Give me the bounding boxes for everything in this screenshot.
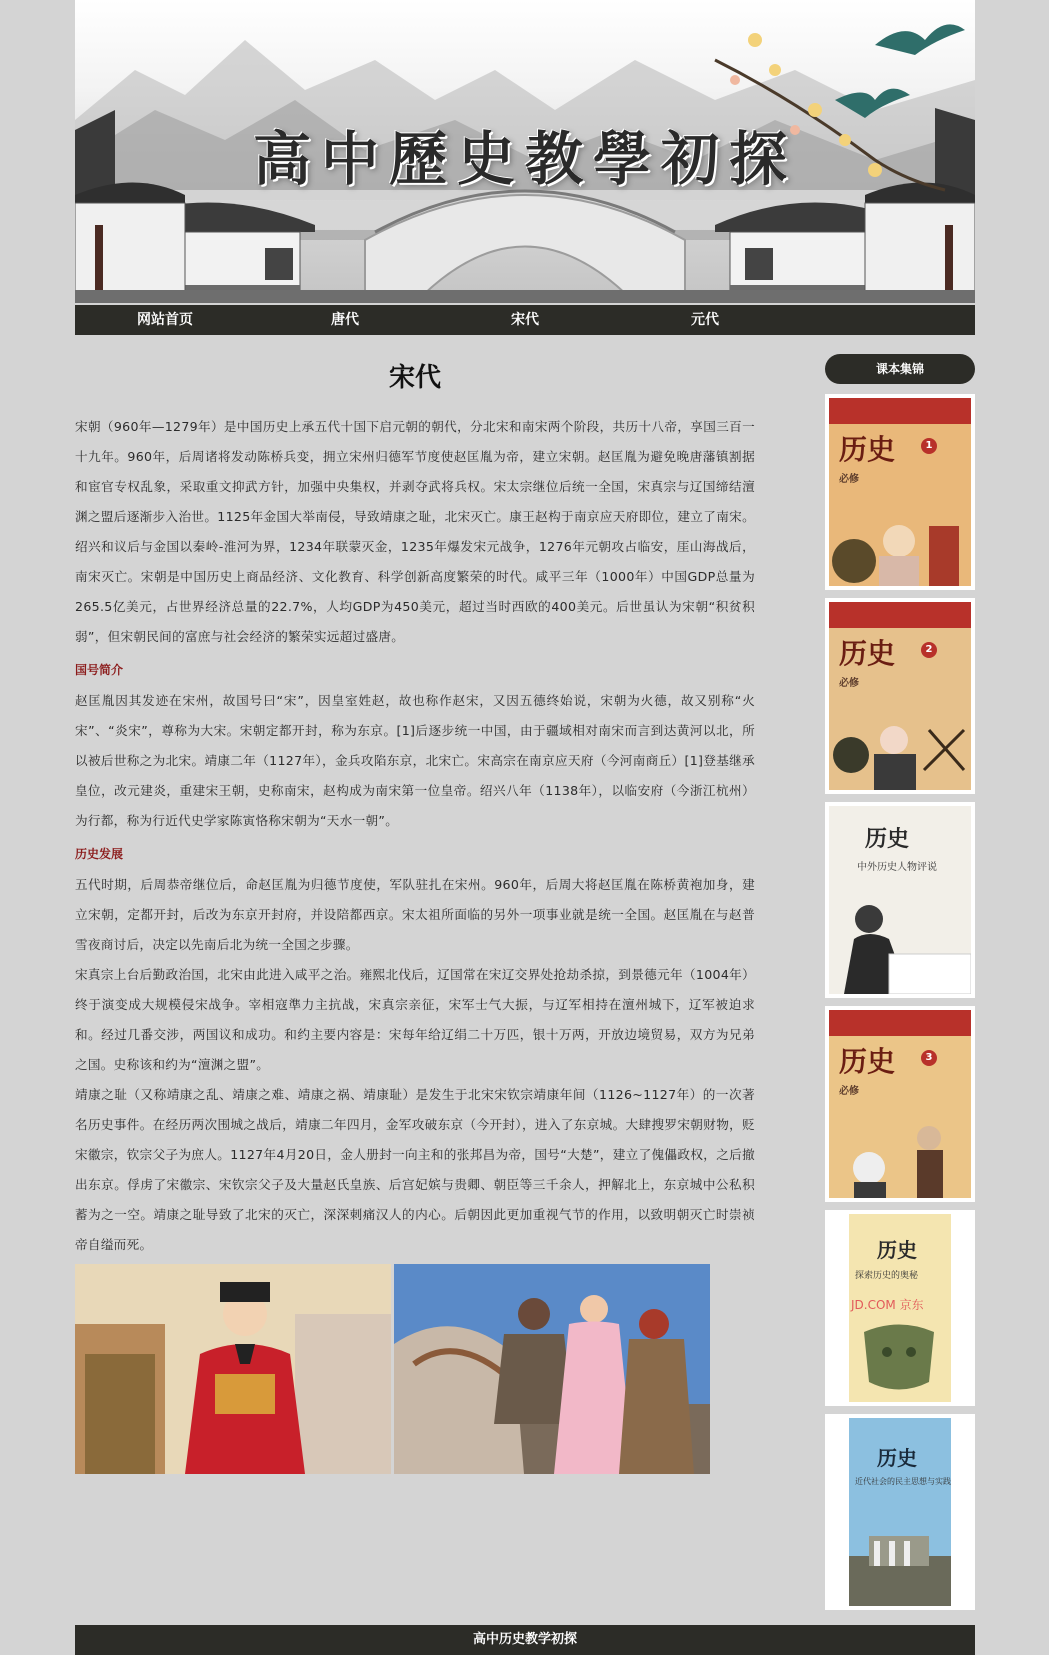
sidebar [825, 354, 975, 1618]
section-paragraph: 宋真宗上台后勤政治国，北宋由此进入咸平之治。雍熙北伐后，辽国常在宋辽交界处抢劫杀掠，到景德元年（1004年）终于演变成大规模侵宋战争。宰相寇準力主抗战，宋真宗亲征，宋军士气大振，与辽军相持在澶州城下，辽军被迫求和。经过几番交涉，两国议和成功。和约主要内容是：宋每年给辽绢二十万匹，银十万两，开放边境贸易，双方为兄弟之国。史称该和约为“澶渊之盟”。 [75, 967, 755, 1072]
book-title: 历史 [839, 637, 896, 670]
main-nav [75, 305, 975, 335]
textbook-cover[interactable] [825, 598, 975, 794]
book-cover-art [829, 884, 971, 994]
photo-jingkang-diorama [394, 1264, 710, 1474]
book-subtitle: 探索历史的奥秘 [855, 1271, 919, 1281]
book-subtitle: 中外历史人物评说 [857, 862, 937, 873]
banner-title: 高中歷史教學初探 [252, 125, 797, 193]
book-cover-art [829, 486, 971, 586]
section-paragraph: 靖康之耻（又称靖康之乱、靖康之难、靖康之祸、靖康耻）是发生于北宋宋钦宗靖康年间（1126~1127年）的一次著名历史事件。在经历两次围城之战后，靖康二年四月，金军攻破东京（今开封），进入了东京城。大肆搜罗宋朝财物，贬宋徽宗，钦宗父子为庶人。1127年4月20日，金人册封一向主和的张邦昌为帝，国号“大楚”，建立了傀儡政权，之后撤出东京。俘虏了宋徽宗、宋钦宗父子及大量赵氏皇族、后宫妃嫔与贵卿、朝臣等三千余人，押解北上，东京城中公私积蓄为之一空。靖康之耻导致了北宋的灭亡，深深刺痛汉人的内心。后朝因此更加重视气节的作用，以致明朝灭亡时崇祯帝自缢而死。 [75, 1087, 755, 1252]
textbook-cover[interactable] [825, 394, 975, 590]
section-paragraph: 五代时期，后周恭帝继位后，命赵匡胤为归德节度使，军队驻扎在宋州。960年，后周大将赵匡胤在陈桥黄袍加身，建立宋朝，定都开封，后改为东京开封府，并设陪都西京。宋太祖所面临的另外一项事业就是统一全国。赵匡胤在与赵普雪夜商讨后，决定以先南后北为统一全国之步骤。 [75, 877, 755, 952]
book-subtitle: 必修 [839, 678, 859, 689]
book-subtitle: 必修 [839, 474, 859, 485]
book-volume: 1 [921, 438, 937, 454]
jd-watermark: JD.COM 京东 [851, 1298, 924, 1312]
book-title: 历史 [877, 1238, 917, 1262]
book-title: 历史 [865, 826, 910, 852]
book-cover-art [829, 690, 971, 790]
footer: 高中历史教学初探 [75, 1625, 975, 1655]
book-cover-art [849, 1526, 971, 1606]
book-title: 历史 [877, 1446, 917, 1470]
book-subtitle: 近代社会的民主思想与实践 [855, 1477, 951, 1486]
section-title-dynasty-name: 国号简介 [75, 663, 124, 677]
book-title: 历史 [839, 1045, 896, 1078]
book-title: 历史 [839, 433, 896, 466]
main-content [75, 350, 755, 1474]
nav-item-song[interactable]: 宋代 [511, 312, 539, 328]
book-subtitle: 必修 [839, 1086, 859, 1097]
photo-song-emperor-painting [75, 1264, 391, 1474]
textbook-cover[interactable] [825, 1210, 975, 1406]
textbook-cover[interactable] [825, 802, 975, 998]
photo-row [75, 1264, 755, 1474]
header-banner [75, 0, 975, 303]
book-volume: 2 [921, 642, 937, 658]
page-title: 宋代 [388, 363, 441, 393]
intro-paragraph: 宋朝（960年—1279年）是中国历史上承五代十国下启元朝的朝代，分北宋和南宋两个阶段，共历十八帝，享国三百一十九年。960年，后周诸将发动陈桥兵变，拥立宋州归德军节度使赵匡胤为帝，建立宋朝。赵匡胤为避免晚唐藩镇割据和宦官专权乱象，采取重文抑武方针，加强中央集权，并剥夺武将兵权。宋太宗继位后统一全国，宋真宗与辽国缔结澶渊之盟后逐渐步入治世。1125年金国大举南侵，导致靖康之耻，北宋灭亡。康王赵构于南京应天府即位，建立了南宋。绍兴和议后与金国以秦岭-淮河为界，1234年联蒙灭金，1235年爆发宋元战争，1276年元朝攻占临安，厓山海战后，南宋灭亡。宋朝是中国历史上商品经济、文化教育、科学创新高度繁荣的时代。咸平三年（1000年）中国GDP总量为265.5亿美元，占世界经济总量的22.7%，人均GDP为450美元，超过当时西欧的400美元。后世虽认为宋朝“积贫积弱”，但宋朝民间的富庶与社会经济的繁荣实远超过盛唐。 [75, 419, 755, 644]
section-title-history: 历史发展 [75, 847, 124, 861]
book-cover-art [829, 1098, 971, 1198]
textbook-cover[interactable] [825, 1006, 975, 1202]
book-cover-art [849, 1322, 971, 1402]
nav-item-tang[interactable]: 唐代 [331, 312, 359, 328]
nav-item-home[interactable]: 网站首页 [137, 312, 193, 328]
book-volume: 3 [921, 1050, 937, 1066]
sidebar-header: 课本集锦 [825, 354, 975, 384]
textbook-cover[interactable] [825, 1414, 975, 1610]
section-paragraph: 赵匡胤因其发迹在宋州，故国号曰“宋”，因皇室姓赵，故也称作赵宋，又因五德终始说，宋朝为火德，故又别称“火宋”、“炎宋”，尊称为大宋。宋朝定都开封，称为东京。[1]后逐步统一中国，由于疆域相对南宋而言到达黄河以北，所以被后世称之为北宋。靖康二年（1127年），金兵攻陷东京，北宋亡。宋高宗在南京应天府（今河南商丘）[1]登基继承皇位，改元建炎，重建宋王朝，史称南宋，赵构成为南宋第一位皇帝。绍兴八年（1138年），以临安府（今浙江杭州）为行都，称为行近代史学家陈寅恪称宋朝为“天水一朝”。 [75, 693, 755, 828]
nav-item-yuan[interactable]: 元代 [691, 312, 719, 328]
